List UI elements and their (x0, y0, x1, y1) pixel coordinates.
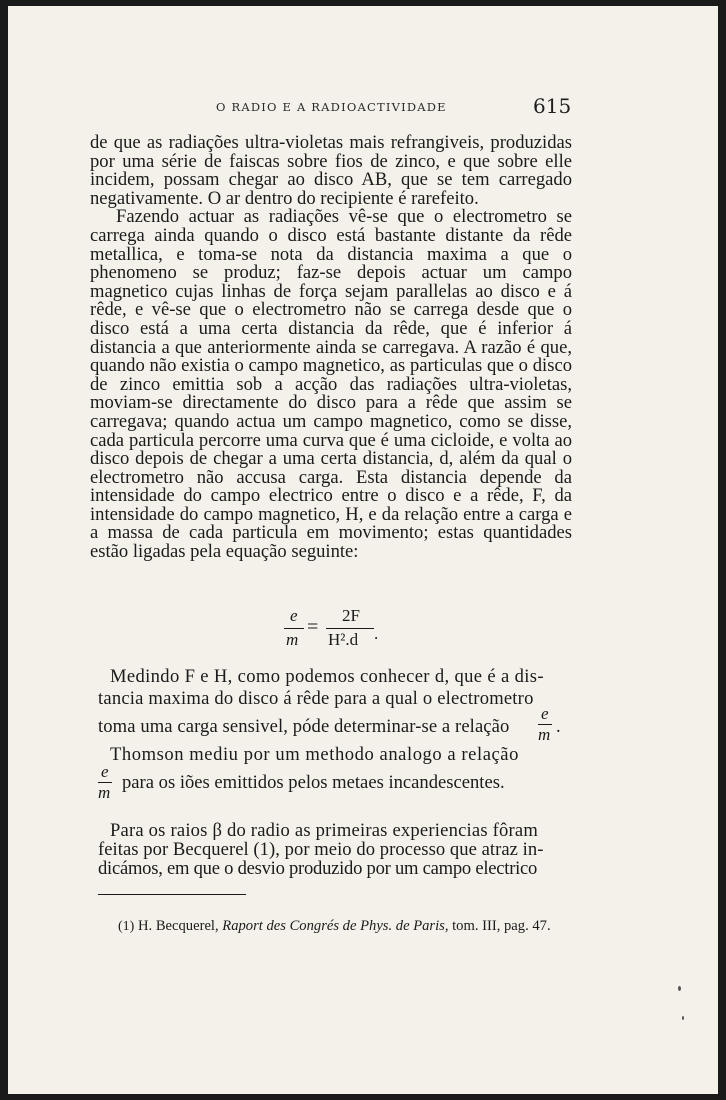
thomson-frac-numerator: e (101, 762, 109, 781)
equation (282, 606, 402, 652)
raios-line-2: feitas por Becquerel (1), por meio do processo que atraz in- (98, 839, 544, 860)
page-number: 615 (533, 94, 572, 118)
raios-line-3: dicámos, em que o desvio produzido por um campo electrico (98, 858, 538, 879)
scan-speck (678, 986, 681, 991)
body-text (90, 134, 572, 562)
equation-lhs-numerator: e (290, 606, 298, 625)
footnote-title: Raport des Congrés de Phys. de Paris, (222, 918, 449, 934)
raios-line-1: Para os raios β do radio as primeiras experiencias fôram (110, 820, 539, 841)
medindo-frac-denominator: m (538, 725, 551, 744)
equation-lhs-denominator: m (286, 630, 299, 649)
thomson-paragraph (98, 744, 572, 804)
footnote-marker: (1) (118, 919, 135, 934)
medindo-line-1: Medindo F e H, como podemos conhecer d, que é a dis- (110, 666, 544, 687)
equation-period: . (374, 624, 379, 643)
running-title: O RADIO E A RADIOACTIVIDADE (216, 100, 447, 114)
scanned-page (8, 6, 718, 1094)
footnote-rest: tom. III, pag. 47. (452, 918, 551, 934)
scan-speck (682, 1016, 684, 1020)
thomson-frac-denominator: m (98, 783, 111, 802)
medindo-frac-numerator: e (541, 704, 549, 723)
paragraph-1: de que as radiações ultra-violetas mais refrangiveis, produzidas por uma série de faiscas sobre fios de zinco, e que sobre elle incidem, possam chegar ao disco AB, que se tem carregado negativamente. O ar dentro do recipiente é rarefeito. (90, 132, 572, 209)
equation-equals: = (307, 616, 319, 638)
equation-rhs-denominator: H².d (328, 630, 359, 649)
raios-paragraph (98, 820, 572, 882)
page-header (8, 94, 718, 118)
paragraph-2: Fazendo actuar as radiações vê-se que o electrometro se carrega ainda quando o disco está bastante distante da rêde metallica, e toma-se nota da distancia maxima a que o phenomeno se produz; faz-se depois actuar um campo magnetico cujas linhas de força sejam parallelas ao disco e á rêde, e vê-se que o electrometro não se carrega desde que o disco está a uma certa distancia da rêde, que é inferior á distancia a que anteriormente ainda se carregava. A razão é que, quando não existia o campo magnetico, as particulas que o disco de zinco emittia sob a acção das radiações ultra-violetas, moviam-se directamente do disco para a rêde que assim se carregava; quando actua um campo magnetico, como se disse, cada particula percorre uma curva que é uma cicloide, e volta ao disco depois de chegar a uma certa distancia, d, além da qual o electrometro não accusa carga. Esta distancia depende da intensidade do campo electrico entre o disco e a rêde, F, da intensidade do campo magnetico, H, e da relação entre a carga e a massa de cada particula em movimento; estas quantidades estão ligadas pela equação seguinte: (90, 206, 572, 563)
medindo-paragraph (98, 666, 572, 746)
footnote-rule (98, 894, 246, 895)
medindo-fraction (538, 704, 554, 744)
medindo-line-2: tancia maxima do disco á rêde para a qual o electrometro (98, 688, 534, 709)
equation-rhs-numerator: 2F (342, 606, 360, 625)
medindo-line-3: toma uma carga sensivel, póde determinar-se a relação (98, 716, 510, 737)
thomson-line-1: Thomson mediu por um methodo analogo a relação (110, 744, 519, 765)
thomson-fraction (98, 762, 114, 802)
footnote-author: H. Becquerel, (137, 918, 219, 934)
thomson-line-2: para os iões emittidos pelos metaes incandescentes. (122, 772, 505, 793)
footnote (98, 916, 570, 937)
medindo-period: . (556, 716, 561, 737)
